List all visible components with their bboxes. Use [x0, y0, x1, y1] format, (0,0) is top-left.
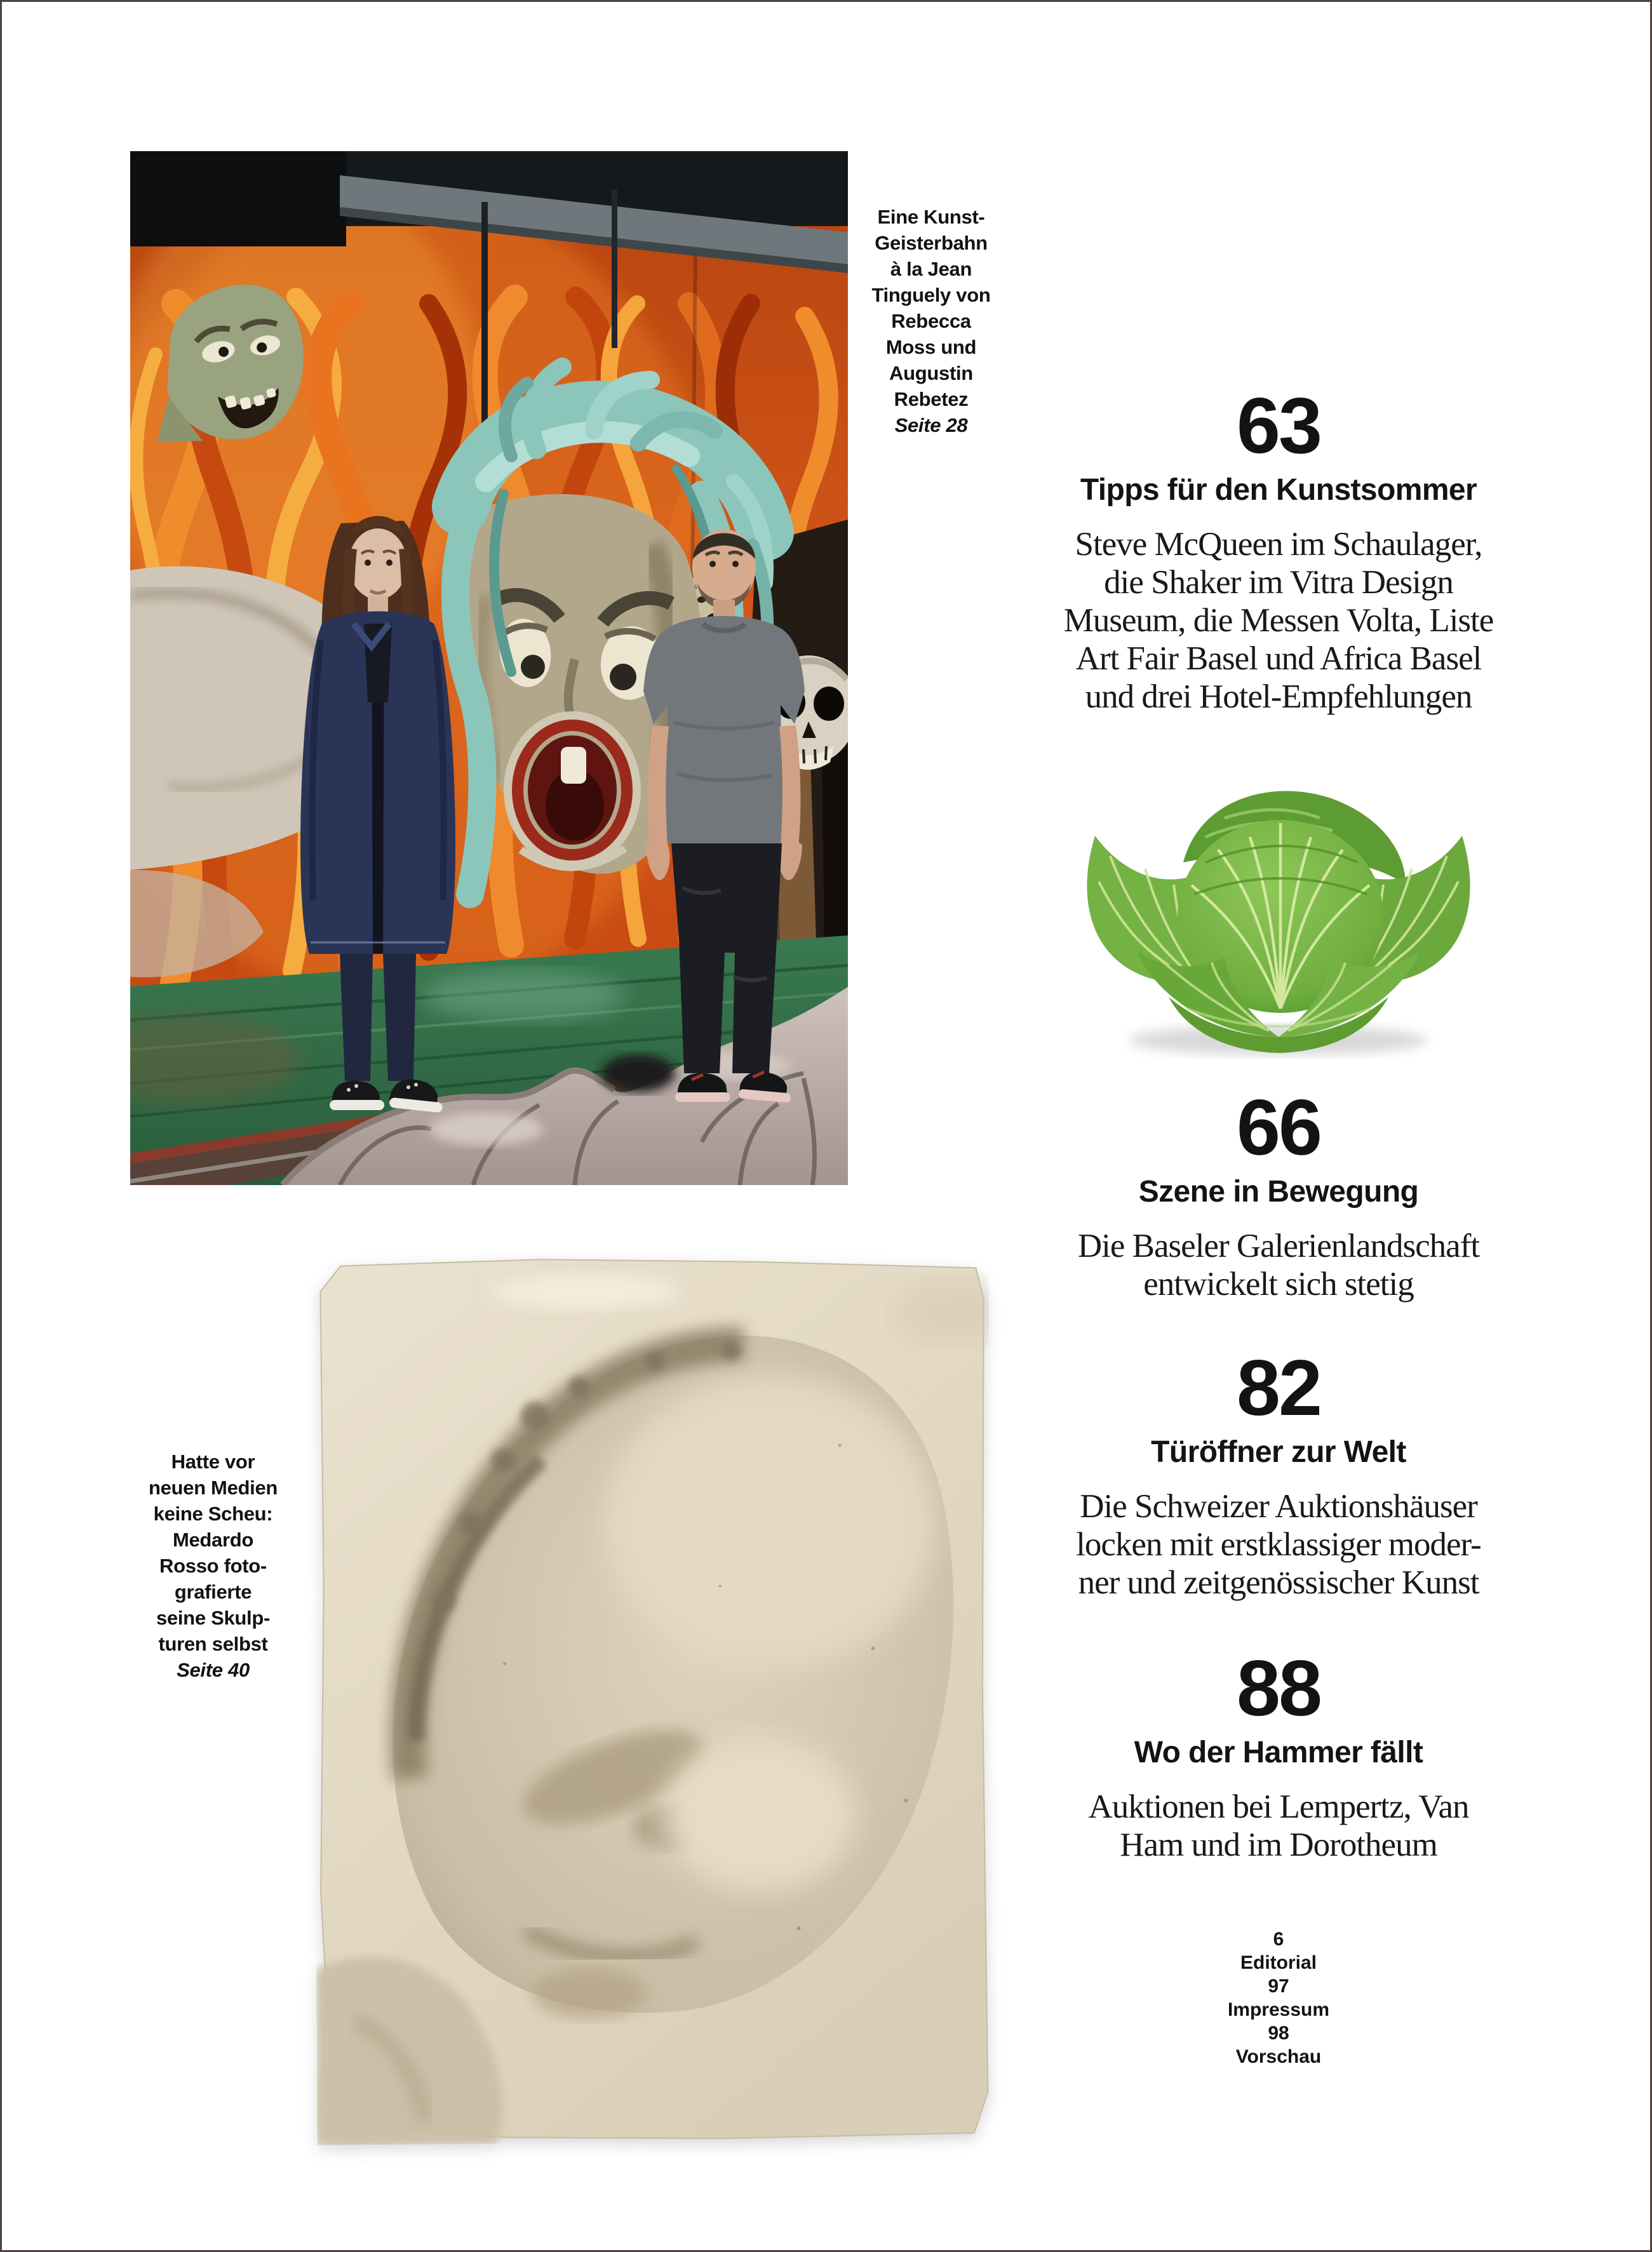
- toc-line: Museum, die Messen Volta, Liste: [1063, 602, 1494, 639]
- toc-description: [996, 525, 1561, 716]
- toc-title: Türöffner zur Welt: [1151, 1435, 1406, 1469]
- toc-line: Art Fair Basel und Africa Basel: [1075, 640, 1482, 677]
- photo-caption-rosso: [132, 1449, 294, 1683]
- toc-title: Szene in Bewegung: [1138, 1175, 1419, 1209]
- toc-description: [996, 1487, 1561, 1602]
- toc-page-number: 82: [1237, 1344, 1320, 1432]
- toc-line: Die Baseler Galerienlandschaft: [1077, 1228, 1480, 1264]
- toc-line: die Shaker im Vitra Design: [1104, 564, 1453, 601]
- caption-line: Tinguely von: [871, 284, 991, 306]
- toc-line: locken mit erstklassiger moder-: [1076, 1526, 1481, 1563]
- rosso-sculpture-photo: [311, 1254, 995, 2145]
- toc-page-number: 66: [1237, 1084, 1320, 1172]
- toc-description: [996, 1227, 1561, 1303]
- cabbage-tureen-photo: [1059, 761, 1498, 1059]
- toc-entry-88: [996, 1645, 1561, 1864]
- caption-line: Geisterbahn: [875, 232, 988, 254]
- toc-line: und drei Hotel-Empfehlungen: [1085, 678, 1472, 715]
- caption-line: Rosso foto-: [159, 1555, 267, 1577]
- back-page-label: Editorial: [1240, 1952, 1317, 1973]
- caption-line: Rebetez: [894, 388, 969, 410]
- ghost-train-illustration: [130, 151, 848, 1185]
- toc-page-number: 88: [1237, 1645, 1320, 1733]
- photo-caption-ghost-train: [855, 204, 1007, 438]
- caption-line: seine Skulp-: [156, 1607, 270, 1629]
- back-pages-list: [996, 1927, 1561, 2068]
- toc-line: Die Schweizer Auktionshäuser: [1080, 1488, 1477, 1525]
- toc-column: [996, 2, 1561, 2252]
- back-page-number: 98: [1268, 2023, 1289, 2044]
- caption-line: Eine Kunst-: [877, 206, 985, 228]
- ghost-train-photo: [130, 151, 848, 1185]
- toc-line: ner und zeitgenössischer Kunst: [1078, 1564, 1479, 1601]
- caption-line: Hatte vor: [171, 1451, 255, 1473]
- toc-entry-63: [996, 382, 1561, 716]
- toc-description: [996, 1788, 1561, 1864]
- toc-page-number: 63: [1237, 382, 1320, 470]
- caption-line: Moss und: [885, 336, 977, 358]
- back-page-number: 6: [1273, 1929, 1284, 1950]
- caption-line: Medardo: [172, 1529, 254, 1551]
- toc-entry-66: [996, 1084, 1561, 1303]
- toc-title: Wo der Hammer fällt: [1134, 1736, 1423, 1769]
- back-page-number: 97: [1268, 1976, 1289, 1997]
- caption-line: à la Jean: [890, 258, 972, 280]
- toc-line: Steve McQueen im Schaulager,: [1075, 526, 1482, 563]
- toc-line: entwickelt sich stetig: [1143, 1266, 1414, 1303]
- toc-title: Tipps für den Kunstsommer: [1080, 473, 1477, 507]
- page-reference: Seite 40: [177, 1659, 250, 1681]
- caption-line: neuen Medien: [148, 1477, 278, 1499]
- toc-line: Ham und im Dorotheum: [1120, 1826, 1437, 1863]
- caption-line: Rebecca: [891, 310, 971, 332]
- caption-line: turen selbst: [158, 1633, 268, 1655]
- back-page-label: Impressum: [1227, 1999, 1330, 2020]
- caption-line: grafierte: [174, 1581, 252, 1603]
- rosso-photo-illustration: [311, 1254, 995, 2145]
- cabbage-tureen-illustration: [1059, 761, 1498, 1059]
- back-page-label: Vorschau: [1235, 2046, 1322, 2067]
- caption-line: Augustin: [889, 362, 973, 384]
- toc-entry-82: [996, 1344, 1561, 1602]
- toc-line: Auktionen bei Lempertz, Van: [1088, 1788, 1469, 1825]
- page-reference: Seite 28: [894, 414, 968, 436]
- caption-line: keine Scheu:: [153, 1503, 273, 1525]
